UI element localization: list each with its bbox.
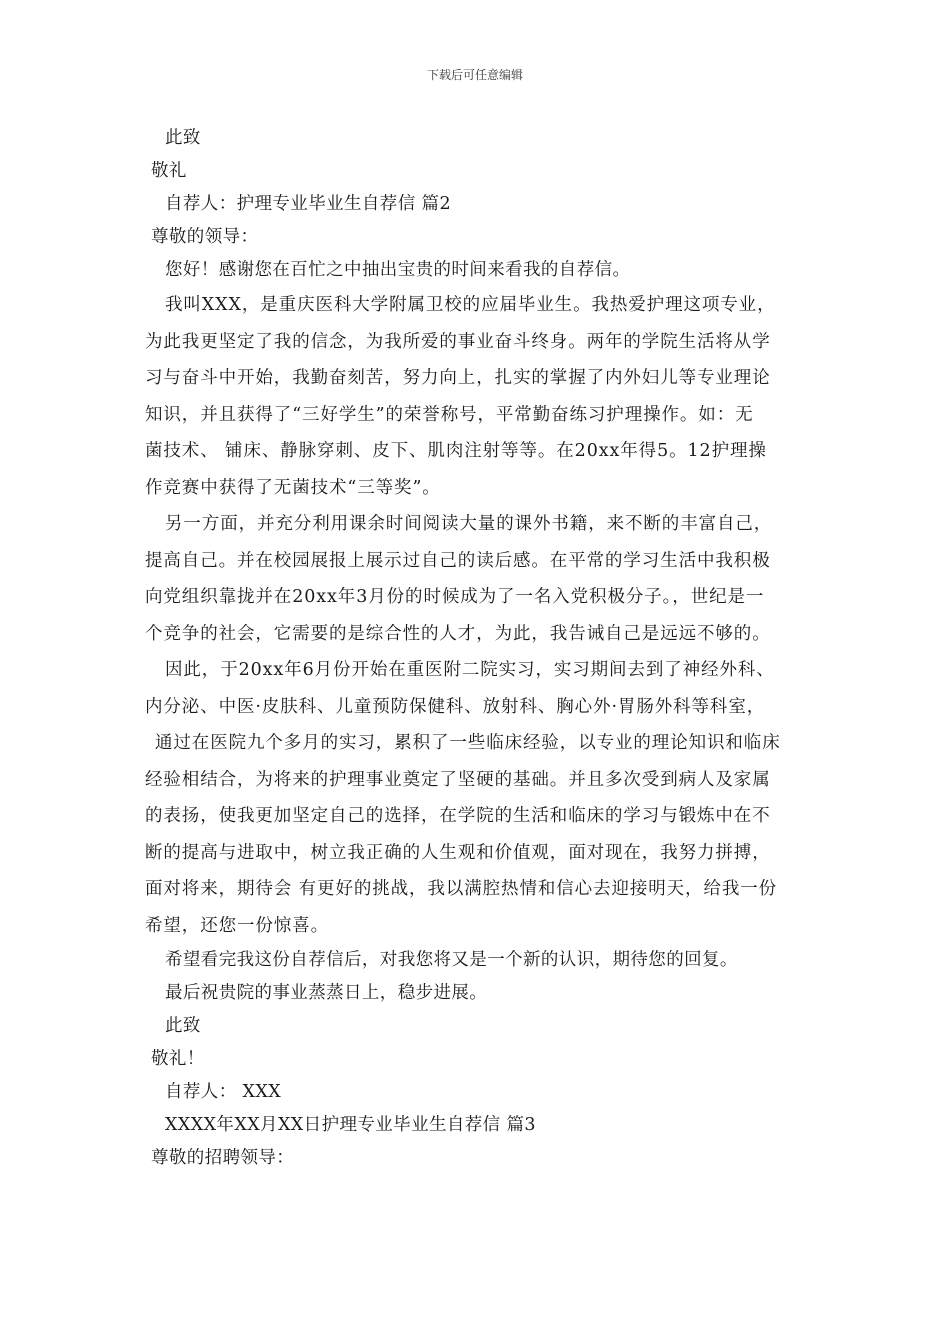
text-line: 自荐人：护理专业毕业生自荐信 篇2 [165, 194, 451, 214]
text-line: 最后祝贵院的事业蒸蒸日上，稳步进展。 [165, 983, 488, 1003]
text-line: 通过在医院九个多月的实习，累积了一些临床经验，以专业的理论知识和临床 [155, 733, 781, 753]
text-line: 菌技术、 铺床、静脉穿刺、皮下、肌肉注射等等。在20xx年得5。12护理操 [145, 441, 767, 461]
text-line: 敬礼 [151, 161, 187, 181]
text-line: 为此我更坚定了我的信念，为我所爱的事业奋斗终身。两年的学院生活将从学 [145, 331, 771, 352]
text-line: 个竞争的社会，它需要的是综合性的人才，为此，我告诫自己是远远不够的。 [145, 623, 771, 644]
text-line: 希望，还您一份惊喜。 [145, 915, 329, 936]
text-line: 因此，于20xx年6月份开始在重医附二院实习，实习期间去到了神经外科、 [165, 660, 775, 680]
text-line: 此致 [165, 1016, 201, 1036]
text-line: 断的提高与进取中，树立我正确的人生观和价值观，面对现在，我努力拼搏， [145, 842, 771, 863]
text-line: 此致 [165, 128, 201, 148]
text-line: 敬礼！ [151, 1049, 205, 1069]
text-line: 尊敬的领导： [151, 227, 259, 247]
text-line: 尊敬的招聘领导： [151, 1148, 295, 1168]
text-line: 向党组织靠拢并在20xx年3月份的时候成为了一名入党积极分子。，世纪是一 [145, 587, 765, 607]
text-line: 内分泌、中医·皮肤科、儿童预防保健科、放射科、胸心外·胃肠外科等科室， [145, 696, 766, 717]
text-line: XXXX年XX月XX日护理专业毕业生自荐信 篇3 [165, 1115, 536, 1135]
page-header-note: 下载后可任意编辑 [426, 68, 523, 82]
text-line: 您好！感谢您在百忙之中抽出宝贵的时间来看我的自荐信。 [165, 260, 631, 280]
text-line: 作竞赛中获得了无菌技术“三等奖”。 [145, 477, 441, 498]
text-line: 经验相结合，为将来的护理事业奠定了坚硬的基础。并且多次受到病人及家属 [145, 769, 771, 790]
text-line: 面对将来，期待会 有更好的挑战，我以满腔热情和信心去迎接明天，给我一份 [145, 879, 778, 899]
text-line: 知识，并且获得了“三好学生”的荣誉称号，平常勤奋练习护理操作。如：无 [145, 404, 754, 425]
text-line: 我叫XXX，是重庆医科大学附属卫校的应届毕业生。我热爱护理这项专业， [165, 295, 776, 315]
text-line: 希望看完我这份自荐信后，对我您将又是一个新的认识，期待您的回复。 [165, 950, 738, 970]
document-body [145, 122, 810, 1175]
text-line: 自荐人： XXX [165, 1082, 282, 1102]
text-line: 提高自己。并在校园展报上展示过自己的读后感。在平常的学习生活中我积极 [145, 550, 771, 571]
text-line: 习与奋斗中开始，我勤奋刻苦，努力向上，扎实的掌握了内外妇儿等专业理论 [145, 368, 771, 388]
text-line: 另一方面，并充分利用课余时间阅读大量的课外书籍，来不断的丰富自己， [165, 514, 773, 534]
text-line: 的表扬，使我更加坚定自己的选择，在学院的生活和临床的学习与锻炼中在不 [145, 806, 771, 826]
